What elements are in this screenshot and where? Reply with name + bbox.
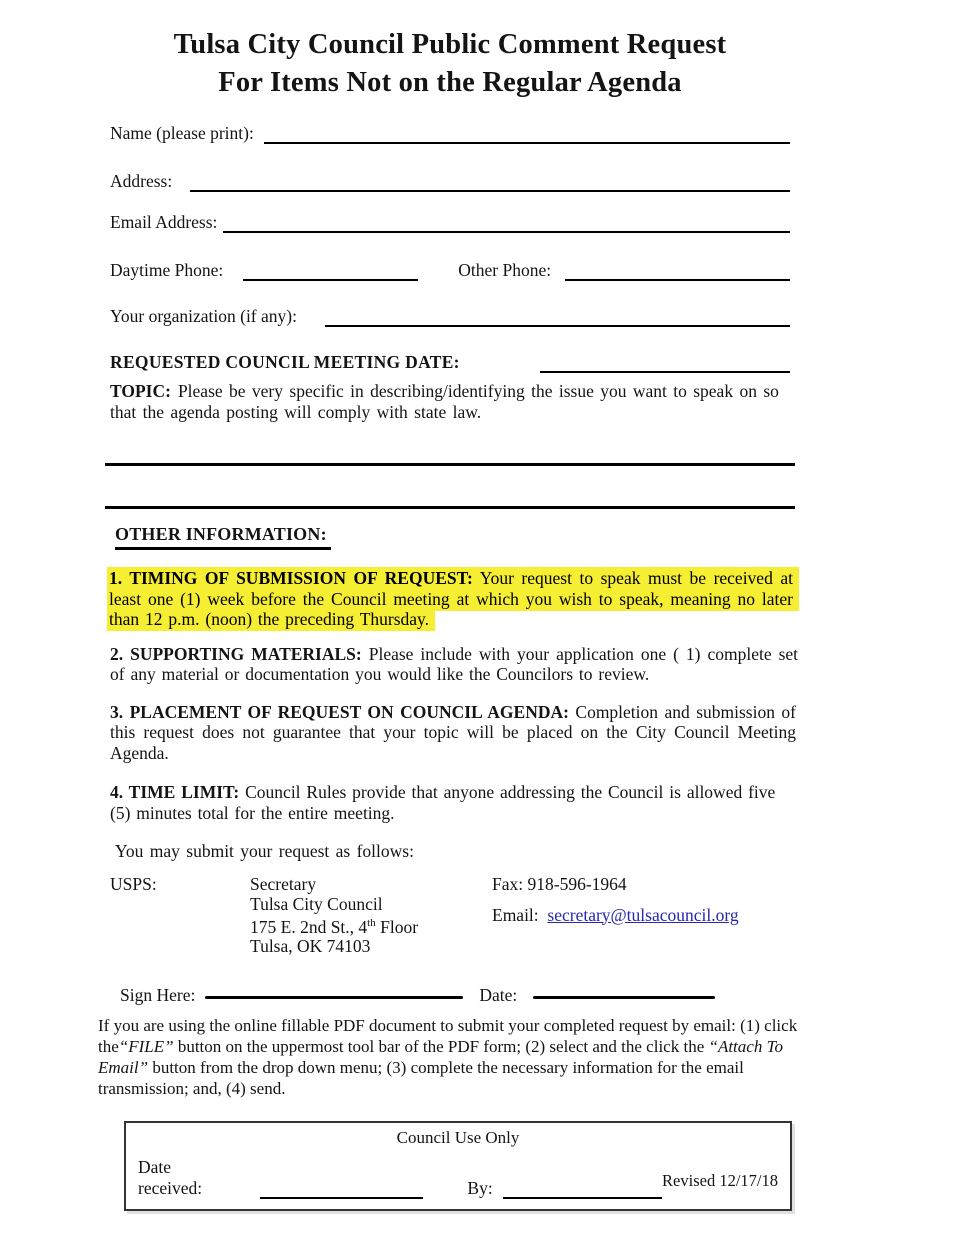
daytime-phone-label: Daytime Phone: [110,260,224,280]
usps-address-line3-sup: th [367,917,376,929]
timing-highlight [107,567,799,631]
other-phone-input-line[interactable] [565,259,790,281]
phone-field-row [110,259,790,281]
name-input-line[interactable] [264,122,790,144]
by-line[interactable] [503,1179,662,1199]
signature-line[interactable] [205,996,463,999]
usps-address-line3-pre: 175 E. 2nd St., 4 [250,916,368,937]
item-placement-label: 3. PLACEMENT OF REQUEST ON COUNCIL AGENDA: [110,701,569,722]
meeting-date-label: REQUESTED COUNCIL MEETING DATE: [110,352,460,372]
date-received-label: Date received: [138,1156,203,1198]
topic-instructions: Please be very specific in describing/identifying the issue you want to speak on so that the agenda posting will comply with state law. [110,381,779,422]
meeting-date-field-row [110,351,790,373]
date-received-line[interactable] [260,1179,423,1199]
item-timing-label: 1. TIMING OF SUBMISSION OF REQUEST: [109,568,473,588]
pdf-instructions-attach-quote: “Attach To Email” [98,1036,783,1077]
daytime-phone-input-line[interactable] [243,259,418,281]
topic-section [110,381,790,423]
item-placement-text: Completion and submission of this request does not guarantee that your topic will be placed on the City Council Meeting Agenda. [110,701,796,763]
topic-label: TOPIC: [110,381,171,401]
organization-field-row [110,305,790,327]
address-input-line[interactable] [190,170,790,192]
form-title-line1: Tulsa City Council Public Comment Request [173,29,727,60]
email-address-label: Email Address: [110,212,218,232]
submit-methods-intro: You may submit your request as follows: [115,841,414,861]
council-use-title: Council Use Only [396,1127,520,1147]
address-label: Address: [110,171,173,191]
item-supporting-materials [110,644,798,685]
item-timing-text: Your request to speak must be received at least one (1) week before the Council meeting at which you wish to speak, meaning no later than 12 p.m. (noon) the preceding Thursday. [109,568,793,629]
fax-email-column [492,875,790,957]
by-label: By: [467,1177,493,1198]
form-title [110,26,790,102]
council-use-box [124,1121,792,1211]
item-time-limit-text: Council Rules provide that anyone addressing the Council is allowed five (5) minutes total for the entire meeting. [110,782,776,823]
council-use-row [138,1157,778,1199]
item-timing-of-submission [107,568,799,630]
name-field-row [110,122,790,144]
pdf-instructions-part2: button on the uppermost tool bar of the PDF form; (2) select and the click the [173,1036,709,1056]
email-link[interactable]: secretary@tulsacouncil.org [547,904,739,925]
item-time-limit-label: 4. TIME LIMIT: [110,782,240,802]
meeting-date-input-line[interactable] [540,351,790,373]
organization-label: Your organization (if any): [110,306,297,326]
usps-address-line2: Tulsa City Council [250,893,383,914]
signature-row [110,985,790,1006]
usps-address-line3 [250,914,492,937]
submission-methods [110,875,790,957]
revised-date: Revised 12/17/18 [662,1170,778,1190]
item-placement-on-agenda [110,702,796,764]
email-address-input-line[interactable] [223,211,790,233]
pdf-instructions-file-quote: “FILE” [118,1036,174,1056]
usps-address-line4: Tulsa, OK 74103 [250,936,371,957]
name-label: Name (please print): [110,123,254,143]
other-information-heading: OTHER INFORMATION: [115,524,331,550]
item-supporting-text: Please include with your application one ( 1) complete set of any material or documentation you would like the Councilors to review. [110,643,799,684]
organization-input-line[interactable] [325,305,790,327]
topic-writein-line-1[interactable] [105,463,795,466]
other-phone-label: Other Phone: [458,260,552,280]
sign-here-label: Sign Here: [120,984,196,1005]
email-label: Email: [492,904,539,925]
email-field-row [110,211,790,233]
date-line[interactable] [533,996,715,999]
pdf-instructions-part3: button from the drop down menu; (3) complete the necessary information for the email transmission; and, (4) send. [98,1057,744,1098]
pdf-instructions-part1: If you are using the online fillable PDF document to submit your completed request by email: (1) click the [98,1015,798,1056]
item-supporting-label: 2. SUPPORTING MATERIALS: [110,643,362,664]
usps-address-line1: Secretary [250,874,317,894]
fax-value: Fax: 918-596-1964 [492,874,627,894]
pdf-email-instructions [98,1015,800,1099]
item-time-limit [110,782,790,823]
address-field-row [110,170,790,192]
usps-label: USPS: [110,874,157,894]
usps-address-line3-post: Floor [375,916,419,937]
date-label: Date: [479,984,518,1005]
form-title-line2: For Items Not on the Regular Agenda [218,67,682,98]
usps-address [250,875,492,957]
